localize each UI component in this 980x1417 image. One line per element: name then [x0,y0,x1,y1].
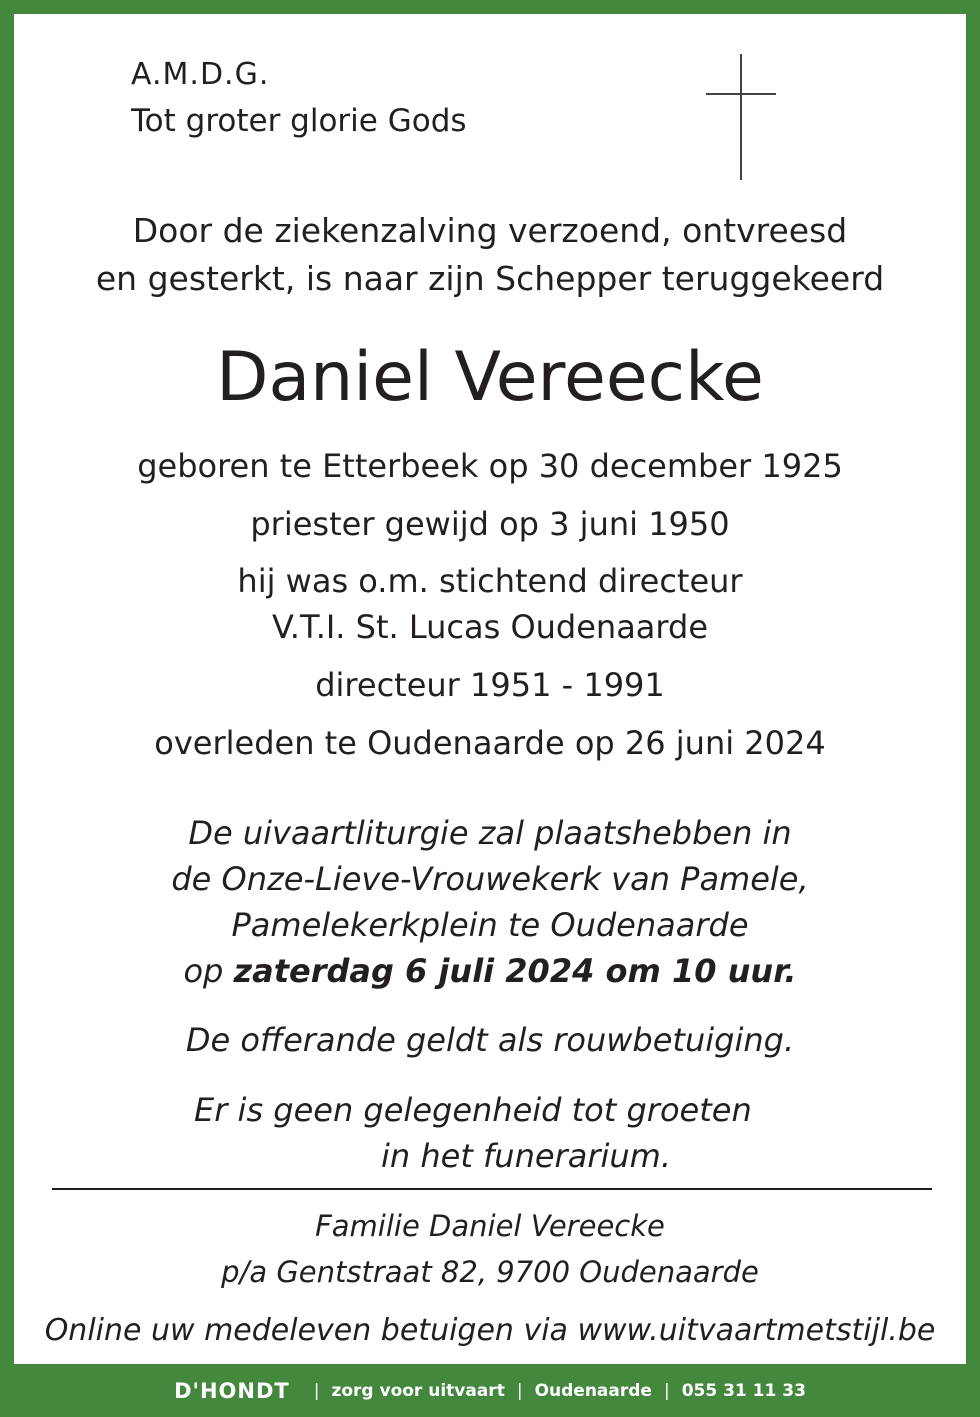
died-line: overleden te Oudenaarde op 26 juni 2024 [154,724,826,762]
deceased-name: Daniel Vereecke [216,338,764,417]
address-line: p/a Gentstraat 82, 9700 Oudenaarde [221,1255,759,1289]
no-greeting-line-1: Er is geen gelegenheid tot groeten [194,1091,752,1129]
funeral-line-2: de Onze-Lieve-Vrouwekerk van Pamele, [171,860,809,898]
separator: | [663,1380,670,1401]
obituary-card [14,14,966,1364]
role-line-2: V.T.I. St. Lucas Oudenaarde [272,608,708,646]
footer-phone[interactable]: 055 31 11 33 [681,1380,806,1401]
footer-bar [0,1364,980,1417]
funeral-date-prefix: op [183,952,224,990]
brand-logo: D'HONDT [174,1378,290,1403]
footer-tagline: zorg voor uitvaart [331,1380,505,1401]
amdg-meaning: Tot groter glorie Gods [131,103,467,139]
funeral-date-bold: zaterdag 6 juli 2024 om 10 uur. [233,952,797,990]
funeral-line-3: Pamelekerkplein te Oudenaarde [231,906,749,944]
divider-rule [52,1188,932,1190]
no-greeting-line-2: in het funerarium. [381,1137,671,1175]
online-condolence: Online uw medeleven betuigen via www.uitvaartmetstijl.be [44,1313,936,1348]
offering-line: De offerande geldt als rouwbetuiging. [185,1021,795,1059]
separator: | [516,1380,523,1401]
funeral-line-1: De uivaartliturgie zal plaatshebben in [188,814,792,852]
intro-line-2: en gesterkt, is naar zijn Schepper teruggekeerd [95,259,885,298]
born-line: geboren te Etterbeek op 30 december 1925 [137,447,843,485]
separator: | [313,1380,320,1401]
intro-line-1: Door de ziekenzalving verzoend, ontvreesd [132,211,848,250]
amdg-heading: A.M.D.G. [131,57,270,92]
footer-city: Oudenaarde [534,1380,652,1401]
funeral-date [14,952,966,990]
family-line: Familie Daniel Vereecke [315,1209,665,1243]
ordained-line: priester gewijd op 3 juni 1950 [250,505,730,543]
director-years: directeur 1951 - 1991 [315,666,665,704]
role-line-1: hij was o.m. stichtend directeur [237,562,743,600]
